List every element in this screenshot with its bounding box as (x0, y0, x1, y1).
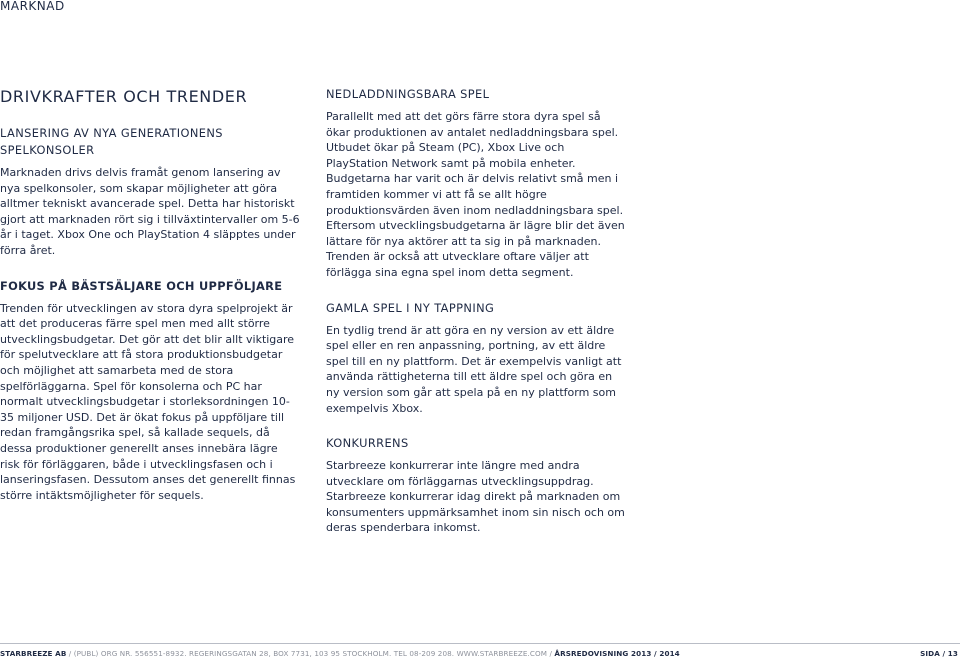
footer-company: STARBREEZE AB (0, 649, 67, 658)
right-column (326, 86, 626, 555)
page-number: SIDA / 13 (920, 649, 958, 658)
paragraph-konkurrens: Starbreeze konkurrerar inte längre med andra utvecklare om förläggarnas utvecklingsuppdrag. Starbreeze konkurrerar idag direkt på marknaden om konsumenters uppmärksamhet inom sin nisch och om deras spenderbara inkomst. (326, 459, 625, 535)
page-title: DRIVKRAFTER OCH TRENDER (0, 87, 248, 106)
footer-separator: / (66, 649, 74, 658)
footer-report-title: ÅRSREDOVISNING 2013 / 2014 (554, 649, 680, 658)
paragraph-spelkonsoler: Marknaden drivs delvis framåt genom lansering av nya spelkonsoler, som skapar möjligheter att göra alltmer tekniskt avancerade spel. Detta har historiskt gjort att marknaden rört sig i tillväxtintervaller om 5-6 år i taget. Xbox One och PlayStation 4 släpptes under förra året. (0, 166, 300, 257)
left-column (0, 86, 300, 522)
section-label: MARKNAD (0, 0, 65, 13)
heading-nedladdningsbara: NEDLADDNINGSBARA SPEL (326, 87, 490, 101)
footer-info: (PUBL) ORG NR. 556551-8932. REGERINGSGATAN 28, BOX 7731, 103 95 STOCKHOLM. TEL 08-209 208. WWW.STARBREEZE.COM (73, 649, 548, 658)
heading-gamla-spel: GAMLA SPEL I NY TAPPNING (326, 300, 495, 315)
heading-spelkonsoler: LANSERING AV NYA GENERATIONENS SPELKONSOLER (0, 126, 223, 157)
footer (0, 649, 960, 659)
heading-konkurrens: KONKURRENS (326, 436, 409, 451)
footer-separator: / (547, 649, 555, 658)
paragraph-nedladdningsbara: Parallellt med att det görs färre stora dyra spel så ökar produktionen av antalet nedladdningsbara spel. Utbudet ökar på Steam (PC), Xbox Live och PlayStation Network samt på mobila enheter. Budgetarna har varit och är delvis relativt små men i framtiden kommer vi att få se allt högre produktionsvärden även inom nedladdningsbara spel. Eftersom utvecklingsbudgetarna är lägre blir det även lättare för nya aktörer att ta sig in på marknaden. Trenden är också att utvecklare oftare väljer att förlägga sina egna spel inom detta segment. (326, 110, 625, 279)
paragraph-gamla-spel: En tydlig trend är att göra en ny version av ett äldre spel eller en ren anpassning, portning, av ett äldre spel till en ny plattform. Det är exempelvis vanligt att använda rättigheterna till ett äldre spel och göra en ny version som går att spela på en ny plattform som exempelvis Xbox. (326, 323, 622, 415)
footer-divider (0, 643, 960, 644)
heading-bastsaljare: FOKUS PÅ BÄSTSÄLJARE OCH UPPFÖLJARE (0, 278, 283, 293)
paragraph-bastsaljare: Trenden för utvecklingen av stora dyra spelprojekt är att det produceras färre spel men med allt större utvecklingsbudgetar. Det gör att det blir allt viktigare för spelutvecklare att få stora produktionsbudgetar och möjlighet att samarbeta med de stora spelförläggarna. Spel för konsolerna och PC har normalt utvecklingsbudgetar i storleksordningen 10-35 miljoner USD. Det är ökat fokus på uppföljare till redan framgångsrika spel, så kallade sequels, då dessa produktioner generellt anses innebära lägre risk för förläggaren, både i utvecklingsfasen och i lanseringsfasen. Dessutom anses det generellt finnas större intäktsmöjligheter för sequels. (0, 301, 296, 502)
